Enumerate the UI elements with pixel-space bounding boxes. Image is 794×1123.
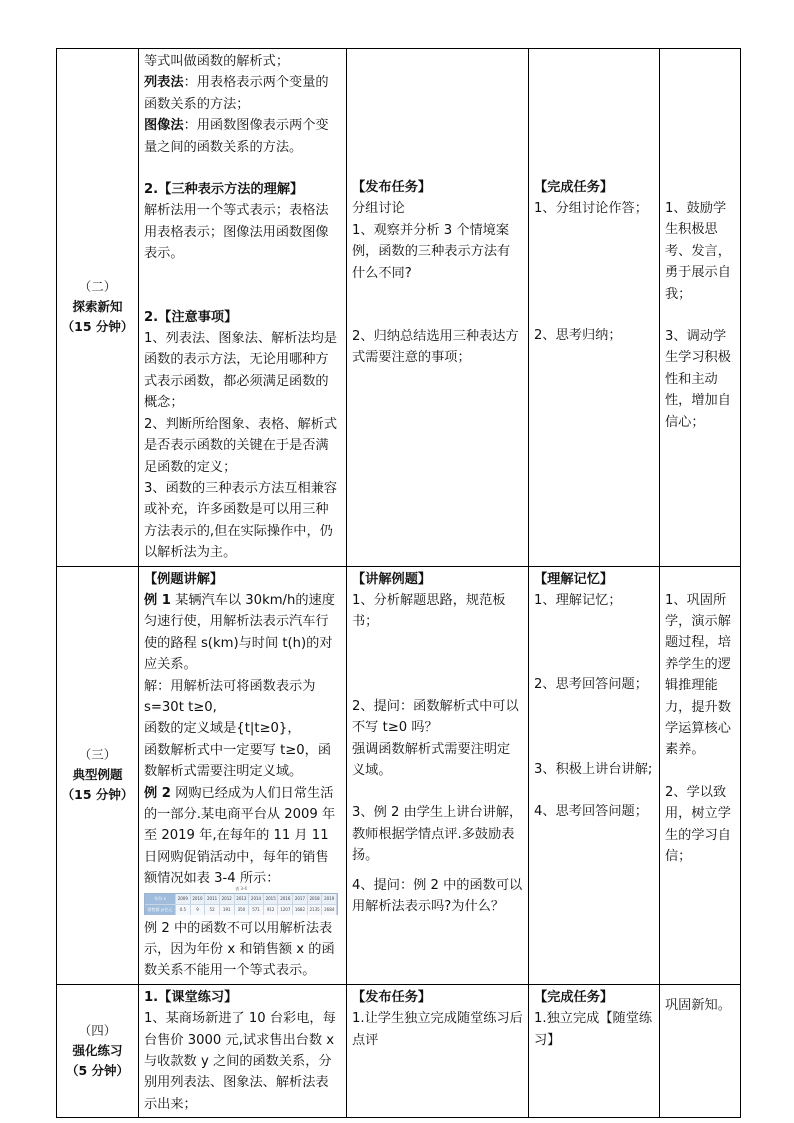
stage-cell-practice (57, 984, 139, 1117)
student-line: 2、思考归纳； (534, 327, 622, 343)
teacher-heading: 【发布任务】 (352, 180, 432, 195)
stage-cell-explore (57, 49, 139, 567)
sales-table-value-row (145, 904, 337, 915)
stage-title: 探索新知 (72, 299, 123, 315)
student-line: 1、理解记忆； (534, 592, 622, 608)
intent-line: 2、学以致用，树立学生的学习自信； (665, 784, 731, 864)
content-line: 1、某商场新进了 10 台彩电，每台售价 3000 元,试求售出台数 x 与收款数 y 之间的函数关系，分别用列表法、图象法、解析法表示出来； (144, 1011, 336, 1112)
sales-table-cell: 2135 (308, 905, 323, 915)
sales-table-header-row (145, 894, 337, 904)
student-line: 3、积极上讲台讲解; (534, 761, 653, 777)
content-line: 3、函数的三种表示方法互相兼容或补充，许多函数是可以用三种方法表示的,但在实际操作中，仍以解析法为主。 (144, 480, 338, 561)
row-examples (57, 566, 741, 984)
content-line: 函数的定义域是{t|t≥0}， (144, 721, 301, 737)
student-cell-explore (529, 49, 660, 567)
sales-table-cell: 2011 (205, 894, 220, 904)
example-1-text: 某辆汽车以 30km/h的速度匀速行使，用解析法表示汽车行使的路程 s(km)与时间 t(h)的对应关系。 (144, 592, 335, 673)
stage-number: （二） (78, 279, 117, 295)
content-line: 2、判断所给图象、表格、解析式是否表示函数的关键在于是否满足函数的定义； (144, 416, 338, 475)
teacher-heading: 【讲解例题】 (352, 571, 432, 587)
stage-cell-examples (57, 566, 139, 984)
student-heading: 【完成任务】 (534, 989, 614, 1005)
example-2 (144, 783, 341, 890)
example-1 (144, 590, 341, 676)
student-cell-examples (529, 566, 660, 984)
content-line: 等式叫做函数的解析式； (144, 54, 290, 69)
sales-table-cell: 2017 (293, 894, 308, 904)
lesson-plan-table (56, 48, 741, 1118)
teacher-line: 1、分析解题思路，规范板书； (352, 592, 506, 630)
stage-duration: （15 分钟） (61, 787, 134, 803)
sales-table-cell: 0.5 (176, 905, 191, 915)
teacher-line: 分组讨论 (352, 201, 405, 217)
content-line: 解：用解析法可将函数表示为 (144, 678, 316, 694)
student-line: 4、思考回答问题； (534, 804, 648, 820)
content-line: s=30t t≥0, (144, 699, 217, 715)
teacher-line: 1、观察并分析 3 个情境案例，函数的三种表示方法有什么不同? (352, 222, 511, 281)
intent-line: 1、鼓励学生积极思考、发言，勇于展示自我； (665, 201, 731, 302)
content-line: 例 2 中的函数不可以用解析法表示，因为年份 x 和销售额 x 的函数关系不能用一个等式表示。 (144, 920, 335, 979)
sales-table-cell: 2019 (322, 894, 337, 904)
student-cell-practice (529, 984, 660, 1117)
sales-table-cell: 52 (205, 905, 220, 915)
term-table-method: 列表法 (144, 75, 184, 91)
intent-cell-explore (660, 49, 741, 567)
sales-table-cell: 2015 (264, 894, 279, 904)
teacher-cell-practice (347, 984, 529, 1117)
teacher-line: 2、归纳总结选用三种表达方式需要注意的事项； (352, 329, 519, 366)
sales-table-cell: 2014 (249, 894, 264, 904)
section-heading: 【例题讲解】 (144, 571, 224, 587)
stage-title: 典型例题 (72, 767, 123, 783)
intent-line: 巩固新知。 (665, 997, 731, 1013)
section-heading: 1.【课堂练习】 (144, 989, 238, 1005)
teacher-line: 2、提问：函数解析式中可以不写 t≥0 吗？ (352, 698, 519, 736)
sales-table-cell: 2016 (278, 894, 293, 904)
teacher-line: 1.让学生独立完成随堂练习后点评 (352, 1011, 523, 1048)
content-line: 1、列表法、图象法、解析法均是函数的表示方法，无论用哪种方式表示函数，都必须满足函数的概念； (144, 331, 338, 411)
term-table-method-desc: ：用表格表示两个变量的函数关系的方法； (144, 75, 329, 112)
example-2-text: 网购已经成为人们日常生活的一部分.某电商平台从 2009 年至 2019 年,在每年的 11 月 11 日网购促销活动中，每年的销售额情况如表 3-4 所示： (144, 785, 336, 887)
student-line: 2、思考回答问题； (534, 677, 648, 693)
student-line: 1.独立完成【随堂练习】 (534, 1011, 653, 1048)
stage-duration: （15 分钟） (61, 319, 134, 335)
section-heading: 2.【注意事项】 (144, 309, 238, 325)
row-explore (57, 49, 741, 567)
content-cell-practice (139, 984, 347, 1117)
term-graph-method: 图像法 (144, 118, 184, 134)
content-cell-examples (139, 566, 347, 984)
sales-table-cell: 9 (191, 905, 206, 915)
intent-line: 3、调动学生学习积极性和主动性，增加自信心； (665, 329, 731, 430)
lesson-plan-page (56, 48, 740, 1118)
stage-duration: （5 分钟） (65, 1063, 130, 1079)
sales-table-cell: 1682 (293, 905, 308, 915)
sales-table-cell: 350 (235, 905, 250, 915)
student-line: 1、分组讨论作答； (534, 201, 648, 217)
row-practice (57, 984, 741, 1117)
intent-line: 1、巩固所学，演示解题过程，培养学生的逻辑推理能力，提升数学运算核心素养。 (665, 592, 731, 758)
sales-table-cell: 2684 (322, 905, 337, 915)
content-line-graph-method (144, 115, 341, 158)
sales-table-cell: 2013 (235, 894, 250, 904)
student-heading: 【完成任务】 (534, 180, 614, 195)
teacher-line: 4、提问：例 2 中的函数可以用解析法表示吗?为什么？ (352, 877, 523, 914)
stage-title: 强化练习 (72, 1043, 123, 1059)
sales-table-cell: 年份 x (145, 894, 176, 904)
stage-number: （四） (78, 1023, 117, 1039)
teacher-heading: 【发布任务】 (352, 989, 432, 1005)
sales-table-cell: 912 (264, 905, 279, 915)
sales-table-cell: 2010 (191, 894, 206, 904)
content-line: 函数解析式中一定要写 t≥0，函数解析式需要注明定义域。 (144, 742, 332, 780)
content-cell-explore (139, 49, 347, 567)
teacher-line: 3、例 2 由学生上讲台讲解，教师根据学情点评.多鼓励表扬。 (352, 805, 523, 864)
sales-table-cell: 2012 (220, 894, 235, 904)
term-graph-method-desc: ：用函数图像表示两个变量之间的函数关系的方法。 (144, 118, 329, 155)
student-heading: 【理解记忆】 (534, 571, 614, 587)
stage-number: （三） (78, 747, 117, 763)
section-heading: 2.【三种表示方法的理解】 (144, 182, 304, 198)
intent-cell-practice (660, 984, 741, 1117)
example-1-label: 例 1 (144, 592, 171, 608)
content-line-table-method (144, 72, 341, 115)
intent-cell-examples (660, 566, 741, 984)
example-2-label: 例 2 (144, 785, 171, 801)
sales-table-cell: 1207 (278, 905, 293, 915)
sales-table-caption: 表 3-4 (235, 885, 247, 891)
sales-table-cell: 销售额 y/亿元 (145, 905, 176, 915)
sales-table-cell: 571 (249, 905, 264, 915)
teacher-cell-explore (347, 49, 529, 567)
content-line: 解析法用一个等式表示；表格法用表格表示；图像法用函数图像表示。 (144, 203, 329, 262)
sales-table-thumbnail (144, 885, 338, 915)
sales-table-cell: 2018 (308, 894, 323, 904)
teacher-cell-examples (347, 566, 529, 984)
sales-table-cell: 2009 (176, 894, 191, 904)
teacher-line: 强调函数解析式需要注明定义域。 (352, 741, 511, 778)
sales-table-cell: 191 (220, 905, 235, 915)
